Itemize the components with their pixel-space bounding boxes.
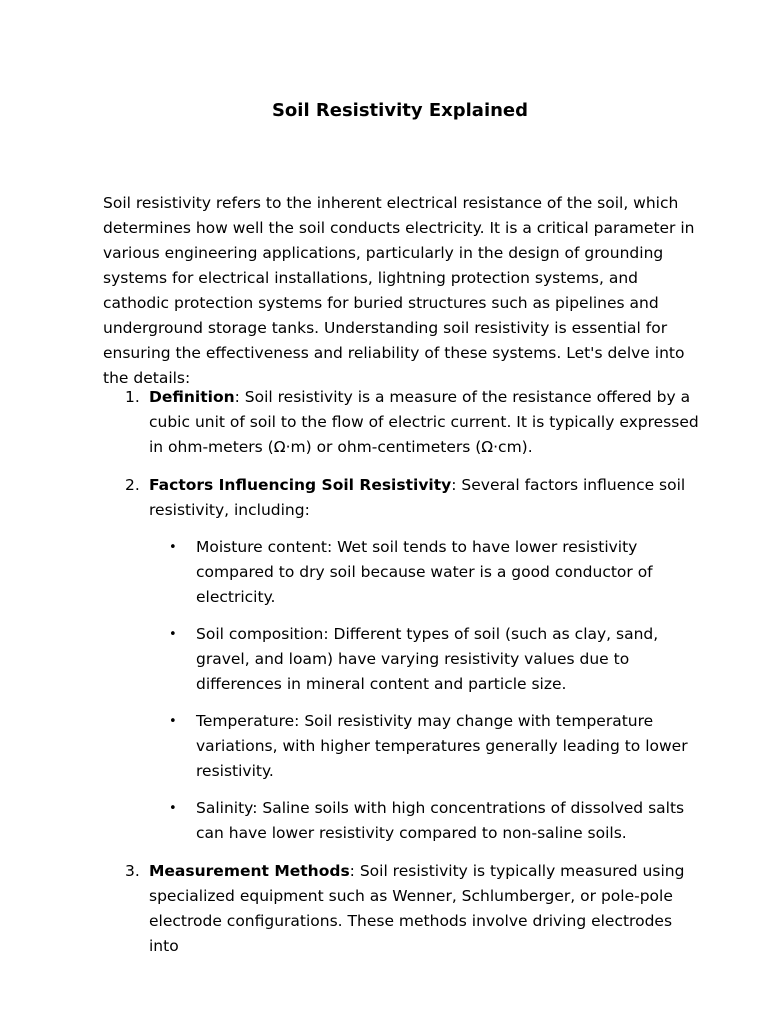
list-term: Factors Influencing Soil Resistivity	[149, 476, 452, 494]
bullet-item	[149, 796, 703, 846]
list-text: : Soil resistivity is typically measured using specialized equipment such as Wenner, Schlumberger, or pole-pole electrode configurations. These methods involve driving electrodes into	[149, 862, 685, 955]
list-number: 3.	[125, 862, 140, 880]
list-term: Definition	[149, 388, 235, 406]
bullet-icon: •	[169, 627, 177, 642]
bullet-text: Temperature: Soil resistivity may change with temperature variations, with higher temperatures generally leading to lower resistivity.	[196, 712, 688, 780]
list-text: : Several factors influence soil resistivity, including:	[149, 476, 686, 519]
intro-paragraph: Soil resistivity refers to the inherent electrical resistance of the soil, which determines how well the soil conducts electricity. It is a critical parameter in various engineering applications, particularly in the design of grounding systems for electrical installations, lightning protection systems, and cathodic protection systems for buried structures such as pipelines and underground storage tanks. Understanding soil resistivity is essential for ensuring the effectiveness and reliability of these systems. Let's delve into the details:	[103, 194, 695, 387]
list-text: : Soil resistivity is a measure of the resistance offered by a cubic unit of soil to the flow of electric current. It is typically expressed in ohm-meters (Ω·m) or ohm-centimeters (Ω·cm).	[149, 388, 699, 456]
list-item-measurement	[103, 859, 703, 959]
page-title: Soil Resistivity Explained	[271, 100, 529, 121]
bullet-text: Moisture content: Wet soil tends to have lower resistivity compared to dry soil because water is a good conductor of electricity.	[196, 538, 653, 606]
bullet-icon: •	[169, 714, 177, 729]
bullet-item	[149, 622, 703, 697]
bullet-icon: •	[169, 540, 177, 555]
list-item-definition	[103, 385, 703, 460]
list-item-factors	[103, 473, 703, 846]
bullet-icon: •	[169, 801, 177, 816]
bullet-text: Salinity: Saline soils with high concentrations of dissolved salts can have lower resistivity compared to non-saline soils.	[196, 799, 685, 842]
bullet-item	[149, 535, 703, 610]
list-number: 1.	[125, 388, 140, 406]
bullet-list	[149, 535, 703, 846]
bullet-text: Soil composition: Different types of soil (such as clay, sand, gravel, and loam) have varying resistivity values due to differences in mineral content and particle size.	[196, 625, 659, 693]
bullet-item	[149, 709, 703, 784]
numbered-list	[103, 385, 703, 972]
list-term: Measurement Methods	[149, 862, 350, 880]
list-number: 2.	[125, 476, 140, 494]
